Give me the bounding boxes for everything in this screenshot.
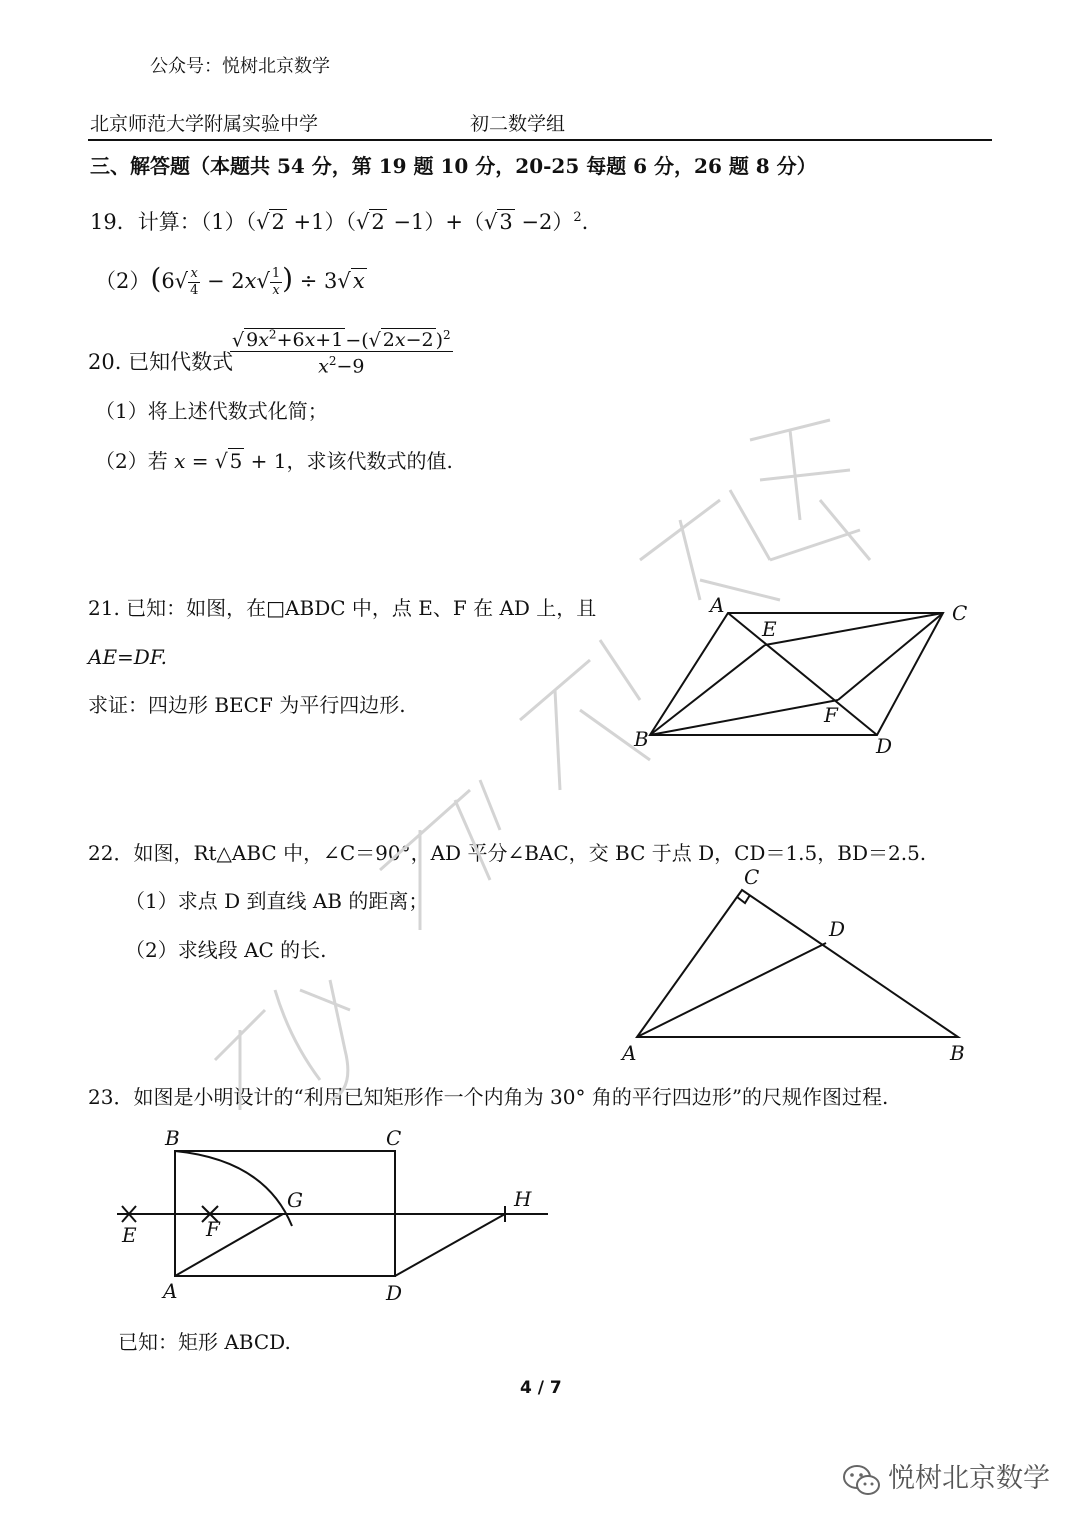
footer-brand: 悦树北京数学 xyxy=(888,1463,1050,1494)
group-name: 初二数学组 xyxy=(470,113,566,135)
q21-segment-ec xyxy=(765,613,943,645)
q20-numerator: √ $9x^2+6x+1$ −(√ 2x−2 )$^2$ xyxy=(232,328,451,352)
q22-figure xyxy=(637,890,958,1037)
q19-expr2: ( xyxy=(150,262,162,295)
q19-label: 19．计算：（1） xyxy=(90,210,246,234)
q23-label-h: H xyxy=(514,1187,532,1211)
q20-part2-expr: x = √ 5 + 1 xyxy=(174,449,287,473)
q23-segment-ag xyxy=(175,1214,283,1276)
q22-part1: （1）求点 D 到直线 AB 的距离； xyxy=(125,889,429,913)
q23-label-a: A xyxy=(163,1279,178,1303)
q22-line1: 22．如图，Rt△ABC 中，∠C＝90°，AD 平分∠BAC，交 BC 于点 D，CD＝1.5，BD＝2.5. xyxy=(88,841,927,865)
watermark-strokes xyxy=(215,420,870,1110)
q22-label-a: A xyxy=(622,1041,637,1065)
q21-segment-be xyxy=(650,645,765,735)
q22-label-b: B xyxy=(950,1041,965,1065)
q21-line2: AE=DF. xyxy=(88,645,167,669)
q19-expr2-tail: ÷ 3√x xyxy=(293,269,365,293)
q21-parallelogram xyxy=(650,613,943,735)
q21-figure xyxy=(650,613,943,735)
q20-part1: （1）将上述代数式化简； xyxy=(95,399,328,423)
q23-figure xyxy=(117,1151,548,1276)
q23-line1: 23．如图是小明设计的“利用已知矩形作一个内角为 30° 角的平行四边形”的尺规作图过程. xyxy=(88,1085,889,1109)
q21-label-b: B xyxy=(634,727,649,751)
q19-expr2-close: ) xyxy=(282,262,294,295)
q22-right-angle-mark xyxy=(737,895,750,903)
q22-part2: （2）求线段 AC 的长. xyxy=(125,938,327,962)
q22-bisector-ad xyxy=(637,943,826,1037)
q23-segment-dh xyxy=(395,1214,505,1276)
q21-label-c: C xyxy=(952,601,968,625)
q21-segment-bf xyxy=(650,700,838,735)
section-title: 三、解答题（本题共 54 分，第 19 题 10 分，20-25 每题 6 分，26 题 8 分） xyxy=(90,154,817,178)
q21-label-d: D xyxy=(876,734,893,758)
q20-part2-suffix: ，求该代数式的值. xyxy=(286,449,453,473)
q21-label-e: E xyxy=(762,617,777,641)
q21-label-f: F xyxy=(824,703,838,727)
q23-label-f: F xyxy=(206,1217,220,1241)
wechat-header: 公众号：悦树北京数学 xyxy=(150,56,330,77)
q21-line1: 21. 已知：如图，在□ABDC 中，点 E、F 在 AD 上，且 xyxy=(88,596,597,620)
q21-line3: 求证：四边形 BECF 为平行四边形. xyxy=(88,693,406,717)
q23-label-b: B xyxy=(165,1126,180,1150)
page-number: 4 / 7 xyxy=(520,1378,562,1398)
q23-label-e: E xyxy=(122,1223,137,1247)
q22-labels xyxy=(620,865,965,1065)
q20-denominator: $x^2-9$ xyxy=(318,354,365,378)
q20-part2-prefix: （2）若 xyxy=(95,449,168,473)
q21-label-a: A xyxy=(710,593,725,617)
q23-label-c: C xyxy=(386,1126,402,1150)
q22-label-c: C xyxy=(744,865,760,889)
q23-label-d: D xyxy=(386,1281,403,1305)
q21-segment-fc xyxy=(838,613,943,700)
q22-label-d: D xyxy=(829,917,846,941)
q19-part2-label: （2） xyxy=(95,269,151,293)
q22-triangle xyxy=(637,890,958,1037)
q23-known: 已知：矩形 ABCD. xyxy=(118,1330,291,1354)
q20-label: 20. 已知代数式 xyxy=(88,350,234,374)
school-name: 北京师范大学附属实验中学 xyxy=(90,113,319,135)
q19-expr2-body: 6√ $\frac{x}{4}$ − 2x√ $\frac{1}{x}$ xyxy=(161,266,281,298)
q23-label-g: G xyxy=(287,1188,303,1212)
q19-expr1: $(√2 +1)(√2 -1)+(√3 -2)^2$. xyxy=(245,210,589,234)
